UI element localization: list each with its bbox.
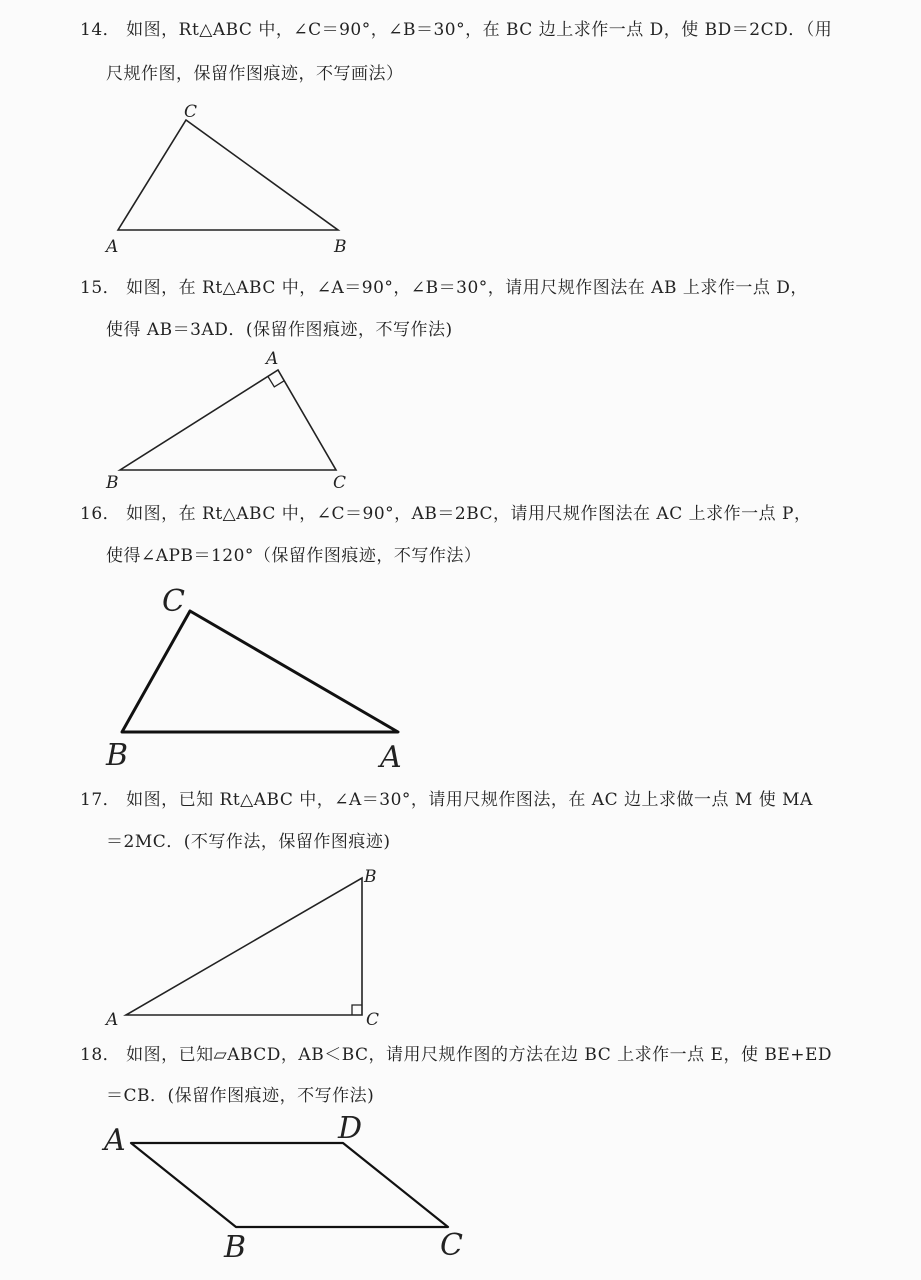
question-17-text-1: 如图，已知 Rt△ABC 中，∠A＝30°，请用尺规作图法，在 AC 边上求做一点 M 使 MA (126, 790, 813, 810)
figure-16-label-a: A (380, 740, 402, 775)
figure-14-triangle-shape (118, 120, 338, 230)
figure-15-triangle-shape (120, 370, 336, 470)
question-15-number: 15． (80, 278, 121, 298)
figure-16-triangle-shape (122, 611, 398, 732)
figure-14-label-b: B (334, 237, 347, 257)
figure-14-label-c: C (184, 102, 198, 122)
question-15-line-2: 使得 AB＝3AD．(保留作图痕迹，不写作法) (106, 320, 453, 340)
figure-14-triangle (104, 102, 347, 257)
figure-16-label-c: C (162, 584, 185, 619)
question-16-line-2: 使得∠APB＝120°（保留作图痕迹，不写作法） (106, 546, 482, 566)
figure-17-triangle-shape (126, 878, 362, 1015)
figure-15-triangle (105, 349, 346, 493)
figure-14-label-a: A (106, 237, 119, 257)
question-18-number: 18． (80, 1045, 121, 1065)
figure-18-parallelogram (101, 1111, 463, 1265)
question-16-text-1: 如图，在 Rt△ABC 中，∠C＝90°，AB＝2BC，请用尺规作图法在 AC 上求作一点 P， (126, 504, 812, 524)
figure-18-label-a: A (104, 1123, 126, 1158)
figure-17-label-b: B (364, 867, 377, 887)
figure-18-label-b: B (224, 1230, 247, 1265)
question-17-line-2: ＝2MC．(不写作法，保留作图痕迹) (106, 832, 391, 852)
question-14-text-1: 如图，Rt△ABC 中，∠C＝90°，∠B＝30°，在 BC 边上求作一点 D，使 BD＝2CD．（用 (126, 20, 833, 40)
figure-17-label-c: C (366, 1010, 380, 1030)
figure-17-right-angle-mark (352, 1005, 362, 1015)
figure-15-right-angle-mark (268, 376, 284, 387)
figure-17-triangle (104, 867, 379, 1030)
question-14-number: 14． (80, 20, 121, 40)
figure-16-label-b: B (106, 738, 129, 773)
question-18-line-2: ＝CB．(保留作图痕迹，不写作法) (106, 1086, 375, 1106)
figure-15-label-c: C (333, 473, 347, 493)
question-15-text-1: 如图，在 Rt△ABC 中，∠A＝90°，∠B＝30°，请用尺规作图法在 AB 上求作一点 D， (126, 278, 808, 298)
figure-17-label-a: A (106, 1010, 119, 1030)
question-17-number: 17． (80, 790, 121, 810)
figure-18-parallelogram-shape (131, 1143, 448, 1227)
question-16-number: 16． (80, 504, 121, 524)
figure-16-triangle (105, 584, 402, 775)
question-18-text-1: 如图，已知▱ABCD，AB＜BC，请用尺规作图的方法在边 BC 上求作一点 E，使 BE+ED (126, 1045, 833, 1065)
figure-15-label-b: B (106, 473, 119, 493)
figure-18-label-d: D (338, 1111, 363, 1146)
figure-15-label-a: A (266, 349, 279, 369)
question-14-line-2: 尺规作图，保留作图痕迹，不写画法） (106, 64, 404, 84)
figure-18-label-c: C (440, 1228, 463, 1263)
